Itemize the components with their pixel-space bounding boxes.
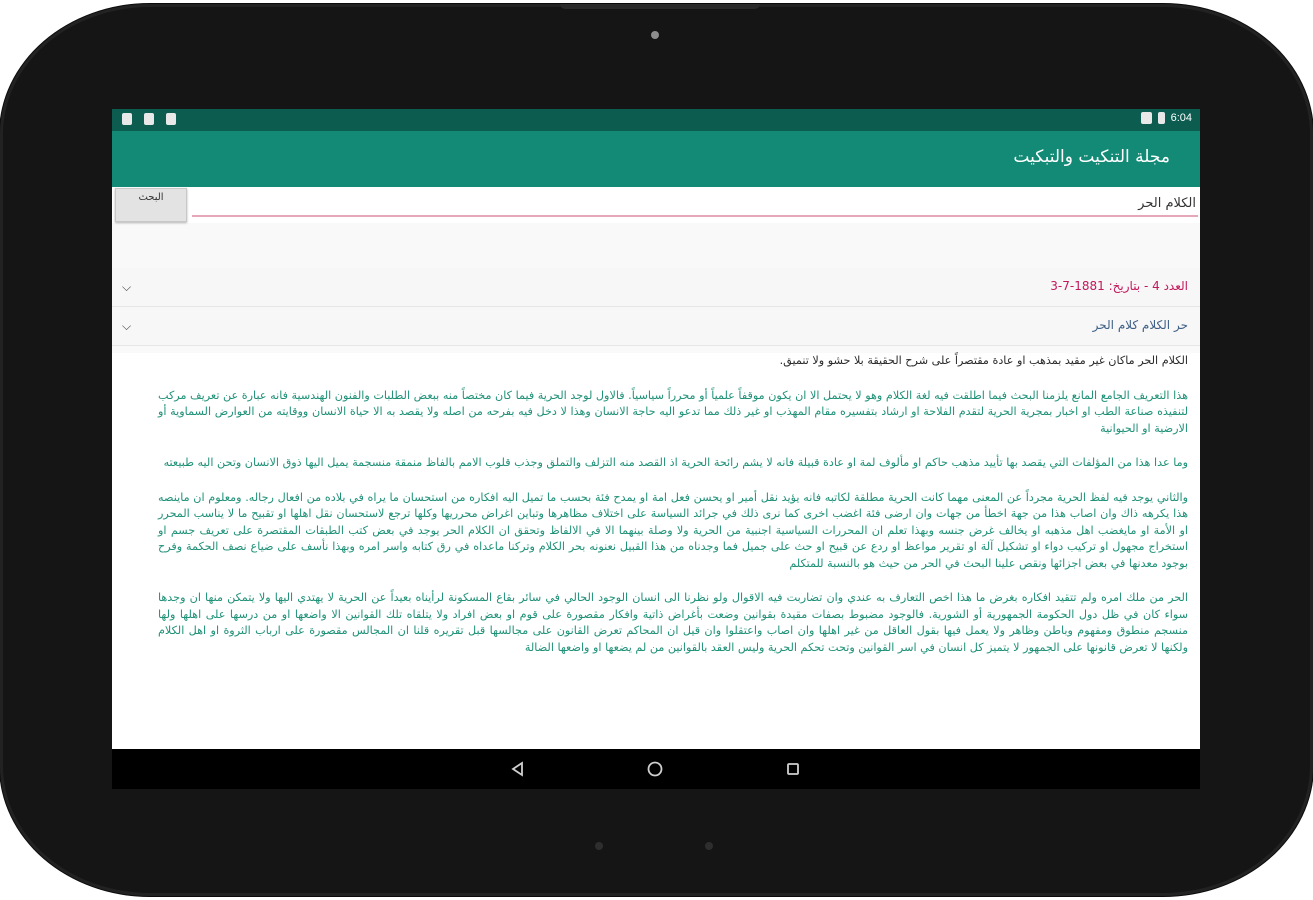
sensor-right [705,842,713,850]
battery-icon [1158,112,1165,124]
status-bar [112,109,1200,131]
notification-n-icon [144,113,154,125]
sensor-left [595,842,603,850]
chevron-down-icon[interactable]: ⌵ [122,280,132,294]
search-row [112,187,1200,223]
article-paragraph: هذا التعريف الجامع المانع يلزمنا البحث فيما اطلقت فيه لغة الكلام وهو لا يحتمل الا ان يكون موقفاً علمياً أو محرراً سياسياً. فالاول لوجد الحرية فيما كان مختصاً منه ببعض الطلبات والفنون الهندسية فانه عبارة عن تعريف مركب لتنفيذه صناعة الطب او اخبار بمجرية الحرية لتقدم الفلاحة او ارشاد بتفسيره مقام المهذب او غير ذلك مما تدعو اليه حاجة الانسان وهذا لا دخل فيه بفرحه من اصله ولا يقصد به الا حياة الانسان ووقايته من العوارض السماوية أو الارضية او الحيوانية [158,388,1188,435]
status-time: 6:04 [1170,112,1192,124]
navigation-bar [112,749,1200,789]
issue-label: العدد 4 - بتاريخ: [1108,279,1188,293]
article-row[interactable] [112,307,1200,346]
front-camera [651,31,659,39]
search-input[interactable] [192,191,1198,217]
article-title: حر الكلام كلام الحر [1092,318,1188,332]
search-button[interactable]: البحث [115,188,187,222]
article-paragraph: الكلام الحر ماكان غير مقيد بمذهب او عادة مقتصراً على شرح الحقيقة بلا حشو ولا تنميق. [779,354,1188,367]
issue-row[interactable] [112,268,1200,307]
issue-date: 1881-7-3 [1050,279,1105,293]
back-icon[interactable] [498,749,538,789]
signal-icon [1141,112,1152,124]
app-bar [112,131,1200,187]
chevron-down-icon[interactable]: ⌵ [122,319,132,333]
app-title: مجلة التنكيت والتبكيت [1013,147,1170,167]
home-icon[interactable] [635,749,675,789]
tablet-top-edge [560,4,760,9]
article-paragraph: والثاني يوجد فيه لفظ الحرية مجرداً عن المعنى مهما كانت الحرية مطلقة لكاتبه فانه يؤيد نقل أمير او يحسن فعل امة او يمدح فئة بحسب ما تميل اليه افكاره من استحسان ما يراه في بلاده من افعال رجاله. ومعلوم ان ماينصه هذا يكرهه ذاك وان اصاب هذا من جهة اخطأ من جهات وان ارضى فئة اغضب اخرى كما نرى ذلك في جرائد السياسة على اختلاف مظاهرها وتباين اغراض محرريها وكلها ترجع لاستحسان نقل اهلها او تقبيح ما لا يناسب المحرر او الأمة او مايغضب اهل مذهبه او يخالف غرض جنسه وبهذا تعلم ان المحررات السياسية اجنبية من الحرية ولا وصلة بينهما الا في الالفاظ وتحقق ان الكلام الحر يوجد في بعض كتب الطبقات المقتصرة على تعريف جسم او استخراج مجهول او تركيب دواء او تشكيل آلة او تقرير مواعظ او ردع عن قبيح او حث على جميل فما وجدناه من هذا القبيل نعنونه بحر الكلام وتركنا ماعداه في رق كتابه واسر امره وبهذا نأسف على ضياع نصف الحكمة وفرح بوجود معدنها في بعض اجزائها ونقص علينا البحث في الحر من حيث هو بالنسبة للمتكلم [158,490,1188,570]
article-paragraph: وما عدا هذا من المؤلفات التي يقصد بها تأييد مذهب حاكم او مألوف لمة او عادة قبيلة فانه لا يشم رائحة الحرية اذ القصد منه التزلف والتملق وجذب قلوب الامم بالفاظ منمقة منسجمة يميل اليها ذوق الانسان وتحن اليه طبيعته [163,456,1188,469]
recent-apps-icon[interactable] [773,749,813,789]
device-screen [112,109,1200,789]
notification-square-icon [166,113,176,125]
article-body [112,353,1200,789]
article-paragraph: الحر من ملك امره ولم تتقيد افكاره بغرض ما هذا اخص التعارف به عندي وان تضاربت فيه الاقوال ولو نظرنا الى انسان الوجود الحالي في سائر بقاع المسكونة لرأيناه بعيداً عن الحرية لا يهتدي اليها ولا يتمكن منها ان وجدها سواء كان في ظل دول الحكومة الجمهورية أو الشورية. فالوجود مضبوط بصفات مقيدة بقوانين وضعت بأغراض ذاتية وافكار مقصورة على قوم او بعض افراد ولا يتلقاه تلك القوانين الا واضعها او من درسها على اهلها ولها منسجم منطوق ومفهوم وباطن وظاهر ولا يعمل فيها بقول العاقل من غير اهلها وان اصاب واعتقلوا وان قيل ان المحاكم تعرض القانون على مجالسها قبل تقريره قلنا ان المجالس مقصورة على ارباب الثروة او اهل الكلام ولكنها لا تعرض قانونها على الجمهور لا يتميز كل انسان في اسر القوانين وتحت تحكم الحرية وليس العقد بالقوانين من لم يضعها او واضعها الضالة [158,591,1188,654]
sd-card-icon [122,113,132,125]
